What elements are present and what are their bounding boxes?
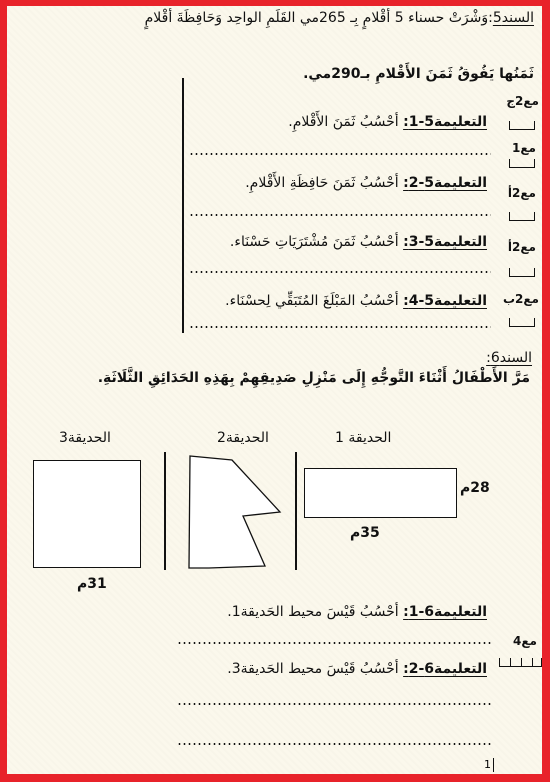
instruction-5-1 [288,114,487,130]
score-5-5: مع2ب [502,292,539,306]
instruction-6-1-text: أحْسُبُ قَيْسَ محيط الحَديقة1. [227,604,399,620]
sanad6-text: مَرَّ الأَطْفَالُ أَثْنَاءَ التَّوجُّهِ إِلَى مَنْزِلِ صَدِيقِهِمْ بِهَذِهِ الحَدَائِقِ الثَّلَاثَةِ. [97,370,530,386]
sanad6-label: السند6: [486,350,532,366]
score-box-5-4[interactable] [509,268,535,277]
page-number: 1 [484,758,491,771]
answer-line-6-1[interactable] [177,642,491,644]
instruction-5-2-label: التعليمة5-2: [403,175,487,191]
score-5-3: مع2أ [507,186,536,200]
sanad5-label: السند5 [492,10,534,26]
instruction-6-2 [227,661,487,677]
sanad5-text-line1: :وَشْرَتْ حسناء 5 أقْلامٍ بِـ 265مي القَلَمِ الواحِد وَحَافِظَةَ أقْلامٍ [144,10,493,26]
instruction-5-3 [230,234,487,250]
score-box-6-d[interactable] [532,658,542,667]
instruction-5-1-text: أحْسُبُ ثَمَنَ الأَقْلامِ. [288,114,399,130]
garden3-side-label: 31م [77,576,107,592]
answer-line-6-2[interactable] [177,703,491,705]
answer-line-5-2[interactable] [189,214,491,216]
page-number-divider [493,758,494,772]
instruction-5-2 [245,175,487,191]
score-6: مع4 [513,634,537,648]
garden3-title: الحديقة3 [59,430,111,446]
instruction-6-2-label: التعليمة6-2: [403,661,487,677]
answer-line-5-1[interactable] [189,153,491,155]
answer-line-5-4[interactable] [189,326,491,328]
score-5-4: مع2أ [507,240,536,254]
instruction-5-3-label: التعليمة5-3: [403,234,487,250]
exam-sheet [7,6,542,774]
sanad5-text-line2: ثَمَنُها يَفُوقُ ثَمَنَ الأَقْلامِ بـ290مي. [303,66,534,82]
garden3-square [33,460,141,568]
garden-divider-right [295,452,297,570]
score-box-5-3[interactable] [509,212,535,221]
garden1-rectangle [304,468,457,518]
instruction-5-4-label: التعليمة5-4: [403,293,487,309]
instruction-5-3-text: أحْسُبُ ثَمَنَ مُشْتَرَيَاتِ حَسْنَاء. [229,234,399,250]
score-5-2: مع1 [512,141,536,155]
garden2-shape [187,454,283,572]
garden2-title: الحديقة2 [217,430,269,446]
garden1-title: الحديقة 1 [335,430,392,446]
garden1-width-label: 35م [350,525,380,541]
garden-divider-left [164,452,166,570]
answer-line-5-3[interactable] [189,271,491,273]
instruction-5-4 [225,293,487,309]
instruction-6-2-text: أحْسُبُ قَيْسَ محيط الحَديقة3. [227,661,399,677]
sanad5-line1 [145,10,534,26]
score-5-1: مع2ج [506,94,539,108]
instruction-5-2-text: أحْسُبُ ثَمَنَ حَافِظَةِ الأَقْلامِ. [245,175,399,191]
instruction-6-1-label: التعليمة6-1: [403,604,487,620]
garden1-height-label: 28م [460,480,490,496]
instruction-5-4-text: أحْسُبُ المَبْلَغَ المُتَبَقِّي لِحسْنَاء. [225,293,399,309]
instruction-5-1-label: التعليمة5-1: [403,114,487,130]
section5-divider [182,78,184,333]
score-box-5-2[interactable] [509,159,535,168]
score-box-5-5[interactable] [509,318,535,327]
instruction-6-1 [227,604,487,620]
answer-line-6-3[interactable] [177,743,491,745]
score-box-5-1[interactable] [509,121,535,130]
